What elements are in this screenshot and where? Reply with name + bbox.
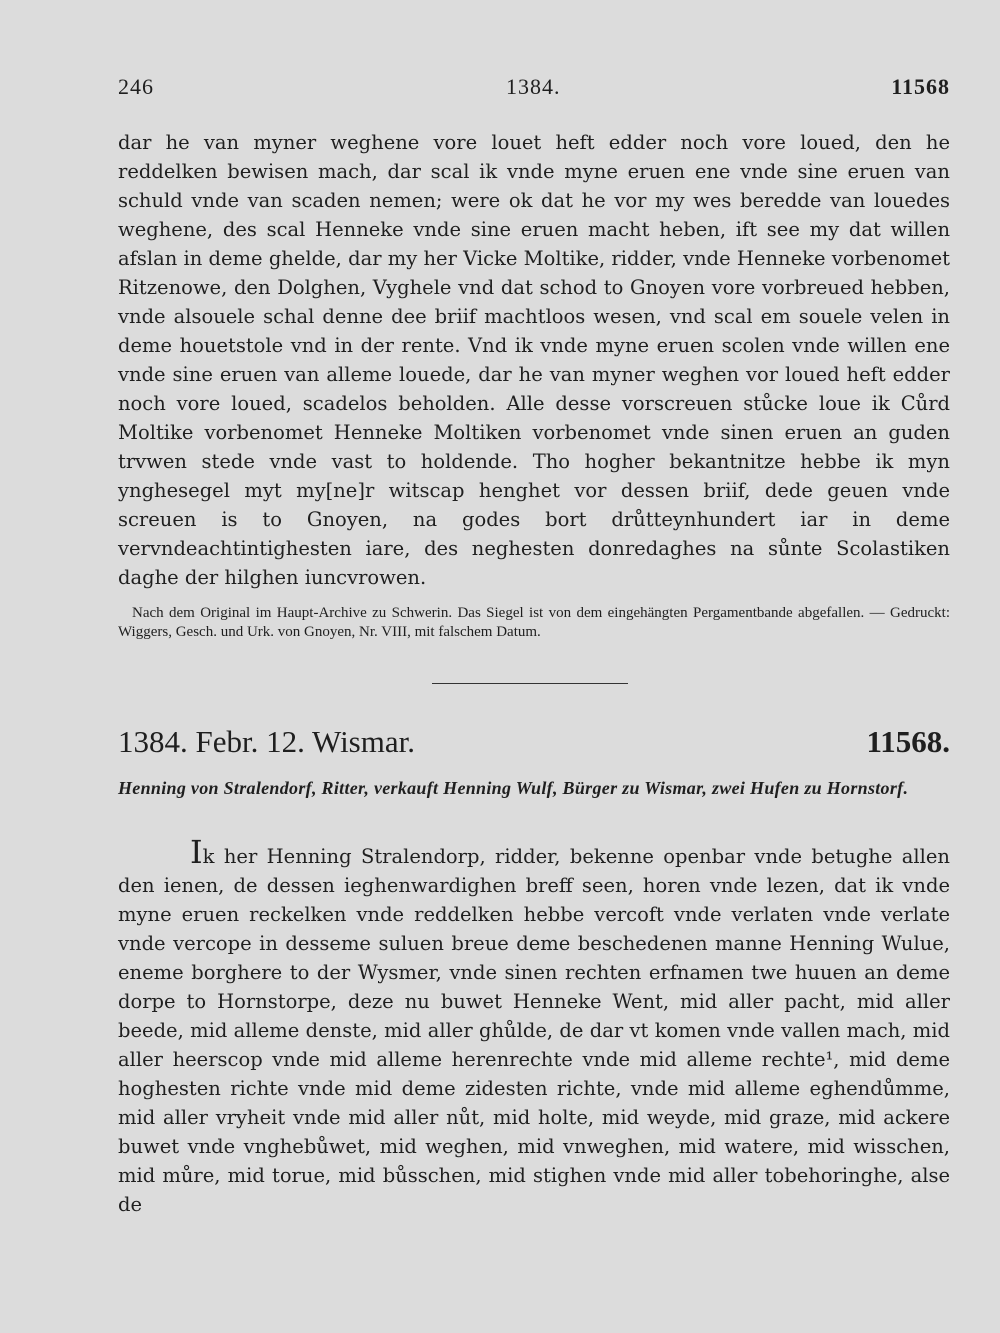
continued-paragraph: dar he van myner weghene vore louet heft edder noch vore loued, den he reddelken bewisen mach, dar scal ik vnde myne eruen ene vnde sine eruen van schuld vnde van scaden nemen; were ok dat he vor my wes beredde van louedes weghene, des scal Henneke vnde sine eruen macht heben, ift see my dat willen afslan in deme ghelde, dar my her Vicke Moltike, ridder, vnde Henneke vorbenomet Ritzenowe, den Dolghen, Vyghele vnd dat schod to Gnoyen vore vorbreued hebben, vnde alsouele schal denne dee briif machtloos wesen, vnd scal em souele velen in deme houetstole vnd in der rente. Vnd ik vnde myne eruen scolen vnde willen ene vnde sine eruen van alleme louede, dar he van myner weghen vor loued heft edder noch vore loued, scadelos beholden. Alle desse vorscreuen stůcke loue ik Cůrd Moltike vorbenomet Henneke Moltiken vorbenomet vnde sinen eruen an guden trvwen stede vnde vast to holdende. Tho hogher bekantnitze hebbe ik myn ynghesegel myt my[ne]r witscap henghet vor dessen briif, dede geuen vnde screuen is to Gnoyen, na godes bort drůtteynhundert iar in deme vervndeachtintighesten iare, des neghesten donredaghes na sůnte Scolastiken daghe der hilghen iuncvrowen. [118,131,950,589]
source-note [118,604,950,642]
header-document-number: 11568 [891,74,950,99]
entry-summary [118,776,950,800]
entry-heading [118,724,950,768]
header-year: 1384. [506,74,561,99]
charter-text [118,833,950,1219]
running-header [118,74,950,106]
page-number: 246 [118,74,154,99]
continued-charter-text [118,128,950,592]
source-note-text: Nach dem Original im Haupt-Archive zu Schwerin. Das Siegel ist von dem eingehängten Pergamentbande abgefallen. — Gedruckt: Wiggers, Gesch. und Urk. von Gnoyen, Nr. VIII, mit falschem Datum. [118,605,950,640]
section-divider [432,683,628,684]
initial-letter: I [190,833,203,871]
entry-date-place: 1384. Febr. 12. Wismar. [118,724,415,759]
entry-summary-text: Henning von Stralendorf, Ritter, verkauft Henning Wulf, Bürger zu Wismar, zwei Hufen zu Hornstorf. [118,778,909,798]
charter-paragraph-text: k her Henning Stralendorp, ridder, bekenne openbar vnde betughe allen den ienen, de dessen ieghenwardighen breff seen, horen vnde lezen, dat ik vnde myne eruen reckelken vnde reddelken hebbe vercoft vnde verlaten vnde verlate vnde vercope in desseme suluen breue deme beschedenen manne Henning Wulue, eneme borghere to der Wysmer, vnde sinen rechten erfnamen twe huuen an deme dorpe to Hornstorpe, deze nu buwet Henneke Went, mid aller pacht, mid aller beede, mid alleme denste, mid aller ghůlde, de dar vt komen vnde vallen mach, mid aller heerscop vnde mid alleme herenrechte vnde mid alleme rechte¹, mid deme hoghesten richte vnde mid deme zidesten richte, vnde mid alleme eghendůmme, mid aller vryheit vnde mid aller nůt, mid holte, mid weyde, mid graze, mid ackere buwet vnde vnghebůwet, mid weghen, mid vnweghen, mid watere, mid wisschen, mid můre, mid torue, mid bůsschen, mid stighen vnde mid aller tobehoringhe, alse de [118,845,950,1216]
entry-number: 11568. [866,724,950,759]
charter-paragraph [118,833,950,1219]
